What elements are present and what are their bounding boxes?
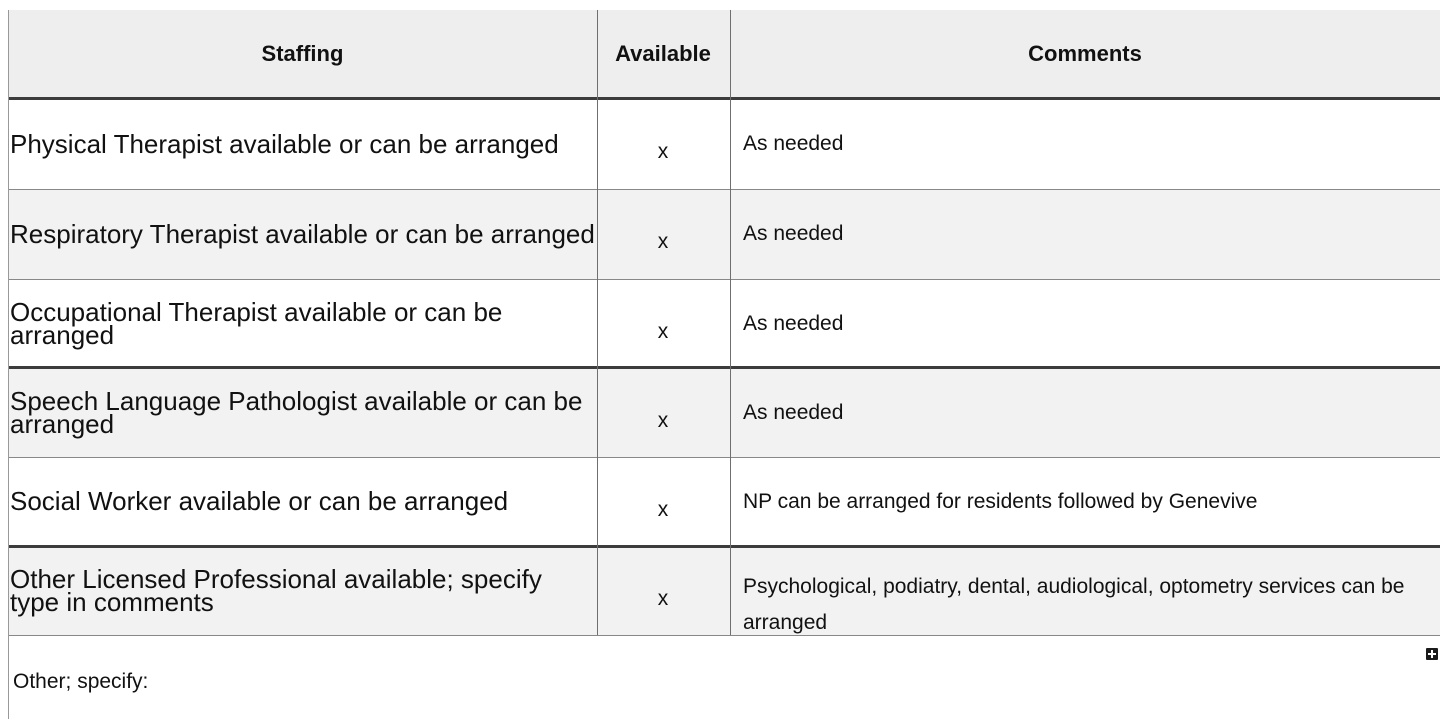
table-row bbox=[8, 279, 1440, 368]
table-row bbox=[8, 99, 1440, 189]
comment-cell: As needed bbox=[743, 222, 844, 245]
column-divider bbox=[730, 10, 731, 635]
available-cell: x bbox=[657, 408, 669, 432]
staffing-cell: Speech Language Pathologist available or can be arranged bbox=[10, 385, 583, 439]
comment-cell: NP can be arranged for residents followed by Genevive bbox=[743, 489, 1258, 513]
available-cell: x bbox=[657, 140, 669, 163]
table-row bbox=[8, 368, 1440, 457]
plus-icon[interactable] bbox=[1426, 648, 1438, 660]
column-header-available: Available bbox=[615, 41, 711, 66]
header-divider bbox=[8, 97, 1440, 100]
column-header-staffing: Staffing bbox=[261, 41, 344, 66]
row-divider bbox=[8, 189, 1440, 190]
comment-cell: Psychological, podiatry, dental, audiological, optometry services can be arranged bbox=[743, 575, 1405, 634]
table-row bbox=[8, 457, 1440, 546]
table-left-border bbox=[8, 10, 9, 719]
row-divider bbox=[8, 545, 1440, 548]
column-divider bbox=[597, 10, 598, 635]
staffing-cell: Physical Therapist available or can be arranged bbox=[10, 128, 559, 159]
row-divider bbox=[8, 457, 1440, 458]
available-cell: x bbox=[657, 497, 669, 521]
column-header-comments: Comments bbox=[1028, 41, 1142, 66]
staffing-cell: Respiratory Therapist available or can be arranged bbox=[10, 218, 595, 249]
available-cell: x bbox=[657, 319, 669, 343]
table-row bbox=[8, 189, 1440, 279]
staffing-cell: Other Licensed Professional available; specify type in comments bbox=[10, 564, 542, 617]
row-divider bbox=[8, 635, 1440, 636]
other-specify-label: Other; specify: bbox=[13, 670, 149, 693]
staffing-cell: Occupational Therapist available or can be arranged bbox=[10, 296, 503, 350]
comment-cell: As needed bbox=[743, 400, 844, 424]
row-divider bbox=[8, 366, 1440, 369]
table-row bbox=[8, 547, 1440, 635]
staffing-cell: Social Worker available or can be arranged bbox=[10, 486, 509, 516]
comment-cell: As needed bbox=[743, 311, 844, 335]
comment-cell: As needed bbox=[743, 132, 844, 155]
row-divider bbox=[8, 279, 1440, 280]
available-cell: x bbox=[657, 230, 669, 253]
available-cell: x bbox=[657, 587, 669, 610]
